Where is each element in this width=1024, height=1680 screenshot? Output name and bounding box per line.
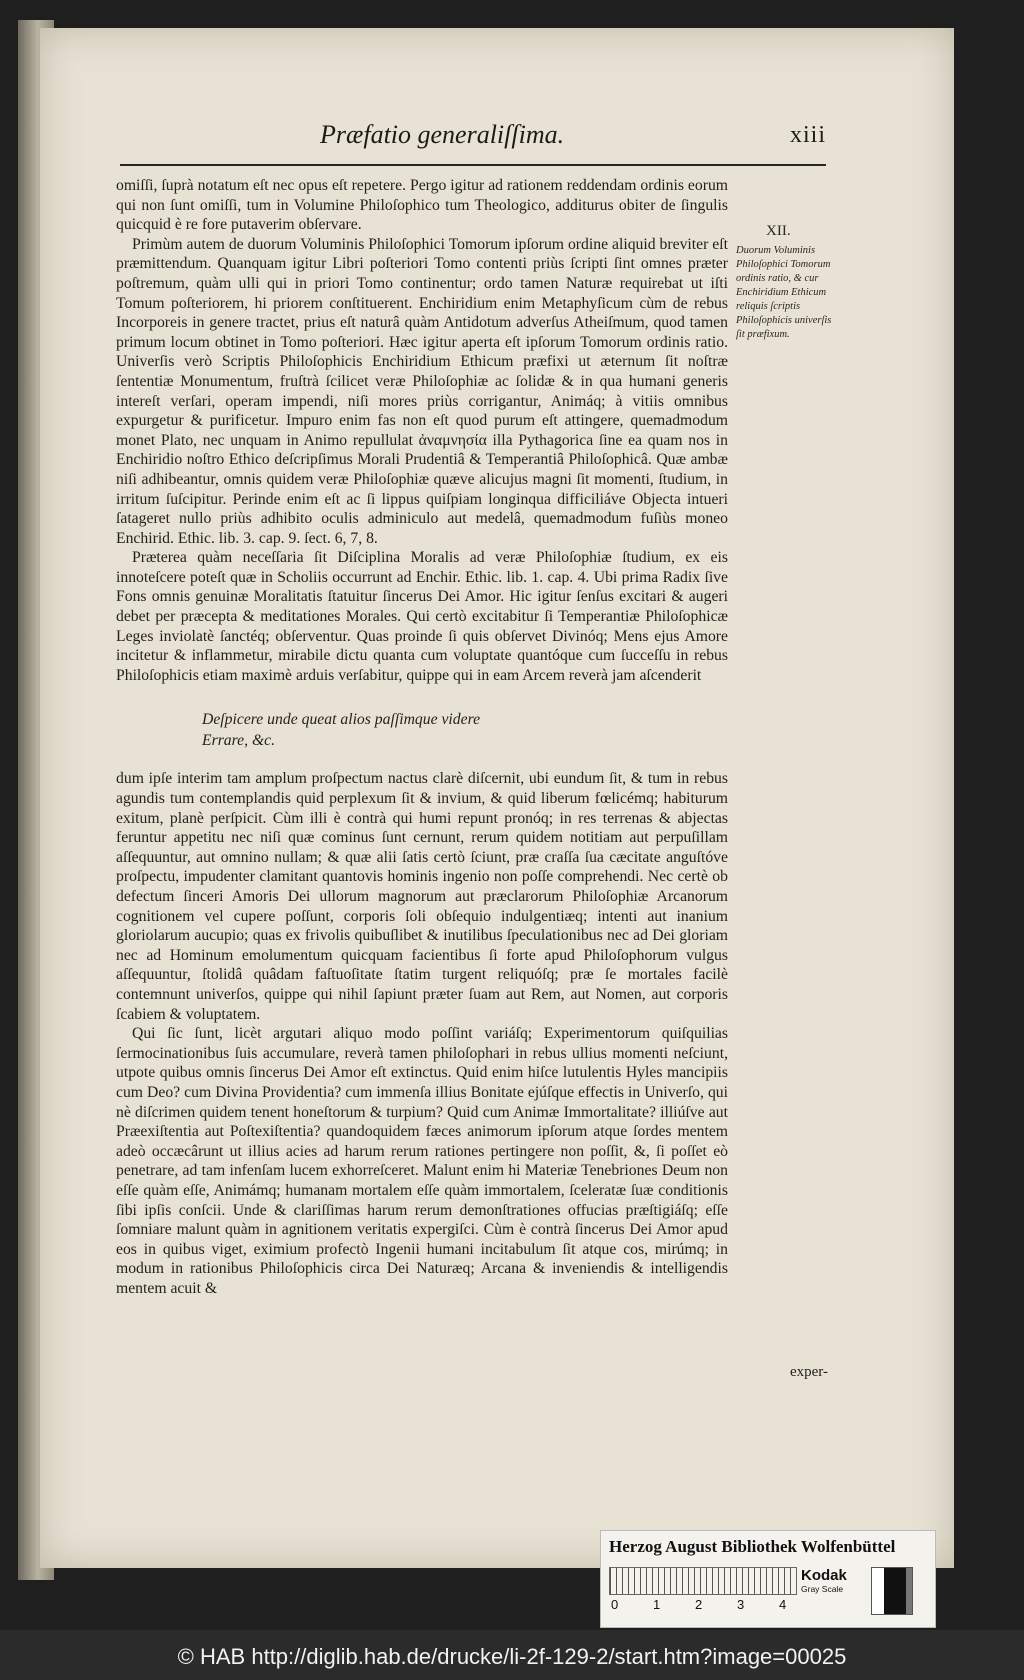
- paragraph: Præterea quàm neceſſaria ſit Diſciplina Moralis ad veræ Philoſophiæ ſtudium, ex eis innoteſcere poteſt quæ in Scholiis occurrunt ad Enchir. Ethic. lib. 1. cap. 4. Ubi prima Radix ſive Fons omnis genuinæ Moralitatis ſtatuitur ſincerus Dei Amor. Hic igitur ſenſus excitari & augeri debet per præcepta & meditationes Morales. Qui certò excitabitur ſi Temperantiæ Philoſophicæ Leges inviolatè ſanctéq; obſerventur. Quas proinde ſi quis obſervet Divinóq; Mens ejus Amore incitetur & inflammetur, mirabile dictu quanta cum voluptate quantóque cum ſucceſſu in rebus Philoſophicis etiam maximè arduis verſabitur, quippe qui in eam Arcem reverà jam aſcenderit: [116, 549, 728, 684]
- ruler-number: 2: [695, 1597, 703, 1612]
- kodak-brand: Kodak: [801, 1567, 847, 1584]
- quote-line: Errare, &c.: [202, 732, 276, 750]
- header-rule: [120, 164, 826, 166]
- gray-scale-patch: [871, 1567, 913, 1615]
- quote-line: Deſpicere unde queat alios paſſimque videre: [202, 711, 481, 729]
- page-number: xiii: [789, 122, 826, 148]
- color-calibration-card: [600, 1530, 936, 1628]
- verse-quote: [202, 709, 728, 751]
- paragraph: Primùm autem de duorum Voluminis Philoſophici Tomorum ipſorum ordine aliquid breviter eſt præmittendum. Quanquam igitur Libri poſteriori Tomo contenti priùs ſcripti ſint omnes præter poſtremum, quàm ulli qui in priori Tomo continentur; ordo tamen Naturæ requirebat ut iſti Tomum poſteriorem, hi priorem conſtituerent. Enchiridium enim Metaphyſicum cùm de rebus Incorporeis in genere tractet, prius eſt naturâ quàm Antidotum adverſus Atheiſmum, quod tamen primum locum obtinet in Tomo poſteriori. Hæc igitur aperta eſt ipſorum Tomorum ordinis ratio. Univerſis verò Scriptis Philoſophicis Enchiridium Ethicum præfixi ut æternum ſit noſtræ ſententiæ Monumentum, fruſtrà ſcilicet veræ Philoſophiæ ac ſolidæ & in qua humani generis intereſt verſari, operam impendi, niſi mores priùs corrigantur, Animáq; à vitiis omnibus expurgetur & purificetur. Impuro enim fas non eſt quod purum eſt attingere, quemadmodum monet Plato, nec unquam in Animo repullulat ἀναμνησία illa Pythagorica ſine ea quam nos in Enchiridio noſtro Ethico deſcripſimus Morali Prudentiâ & Temperantiâ Philoſophicâ. Quæ ambæ niſi adhibeantur, omnis quidem veræ Philoſophiæ quæve alicujus magni ſit momenti, ſtudium, in irritum ſuſcipitur. Perinde enim eſt ac ſi lippus quiſpiam longinqua difficiliáve Objecta intueri ſatageret nullo priùs adhibito oculis adminiculo aut medelâ, quemadmodum fuſiùs moneo Enchirid. Ethic. lib. 3. cap. 9. ſect. 6, 7, 8.: [116, 235, 728, 547]
- marginal-note-text: Duorum Voluminis Philoſophici Tomorum ordinis ratio, & cur Enchiridium Ethicum reliquis ſcriptis Philoſophicis univerſis ſit præfixum.: [736, 245, 832, 340]
- marginal-note: [736, 224, 832, 342]
- ruler-scale: [609, 1567, 797, 1595]
- running-title: Præfatio generaliſſima.: [320, 120, 565, 149]
- paragraph: Qui ſic ſunt, licèt argutari aliquo modo poſſint variáſq; Experimentorum quiſquilias ſermocinationibus ſuis accumulare, reverà tamen philoſophari in rebus ullius momenti neſciunt, utpote quibus omnis ſincerus Dei Amor eſt extinctus. Quid enim hiſce lutulentis Hyles mancipiis cum Deo? cum Divina Providentia? cum immenſa illius Bonitate ejúſque effectis in Univerſo, qui nè diſcrimen quidem tenent honeſtorum & turpium? Quid cum Animæ Immortalitate? illiúſve aut Præexiſtentia aut Poſtexiſtentia? quandoquidem fæces animorum ipſorum atque ſordes mentem adeò occæcârunt ut illius acies ad harum rerum rationes pertingere non poſſit, &, ſi poſſet eò penetrare, ad tam infenſam lucem exhorreſceret. Malunt enim hi Materiæ Tenebriones Deum non eſſe quàm eſſe, Animámq; humanam mortalem eſſe quàm immortalem, ſceleratæ ſuæ conditionis ſibi ipſis conſcii. Unde & clariſſimas harum rerum demonſtrationes offucias præſtigiáſq; eſſe ſomniare malunt quàm in agnitionem veritatis expergiſci. Cùm è contrà ſincerus Dei Amor apud eos in quibus viget, eximium profectò Ingenii humani incitabulum ſit atque cos, mirúmq; in modum in rationibus Philoſophicis circa Dei Naturæq; Arcana & inveniendis & intelligendis mentem acuit &: [116, 1025, 728, 1297]
- kodak-label: [801, 1567, 863, 1609]
- copyright-url: © HAB http://diglib.hab.de/drucke/li-2f-129-2/start.htm?image=00025: [177, 1644, 847, 1669]
- library-name: Herzog August Bibliothek Wolfenbüttel: [609, 1537, 896, 1556]
- ruler-number: 0: [611, 1597, 619, 1612]
- kodak-subtitle: Gray Scale: [801, 1584, 844, 1594]
- catchword: exper-: [789, 1364, 828, 1380]
- paragraph: omiſſi, ſuprà notatum eſt nec opus eſt repetere. Pergo igitur ad rationem reddendam ordinis eorum qui non ſunt omiſſi, tum in Volumine Philoſophico tum Theologico, additurus obiter de ſingulis quicquid è re fore putaverim obſervare.: [116, 177, 728, 234]
- section-number: XII.: [766, 223, 791, 239]
- ruler-number: 1: [653, 1597, 661, 1612]
- footer-bar: [0, 1634, 1024, 1680]
- paragraph: dum ipſe interim tam amplum proſpectum nactus clarè diſcernit, ubi eundum ſit, & tum in rebus agundis tum contemplandis quid perplexum ſit & invium, & quid liberum fœlicémq; habiturum exitum, planè perſpicit. Cùm illi è contrà qui humi repunt pronóq; in res terrenas & abjectas feruntur appetitu nec niſi quæ cominus ſunt cernunt, rerum quidem notitiam aut perpuſillam aſſequuntur, aut omnino nullam; & quæ alii ſatis certò ſciunt, præ craſſa ſua cæcitate anguſtóve proſpectu, impudenter clamitant quantovis hominis ingenio non poſſe comprehendi. Nec certè ob defectum ſinceri Amoris Dei ullorum magnorum aut præclarorum Philoſophiæ Arcanorum cognitionem vel cupere poſſunt, corporis ſoli obſequio indulgentiæq; intenti aut inanium gloriolarum aucupio; quas ex frivolis quibuſlibet & inutilibus ſpeculationibus nec ad Dei gloriam nec ad Hominum emolumentum quicquam facientibus ſi forte apud Philoſophorum vulgus aſſequuntur, ſtolidâ quâdam faſtuoſitate ſtatim turgent reliquóſq; præ ſe mortales facilè contemnunt univerſos, quippe qui nihil ſapiunt præter ſuam aut Rem, aut Nomen, aut corporis ſcabiem & voluptatem.: [116, 770, 728, 1023]
- main-text: [116, 176, 728, 1298]
- ruler-number: 4: [779, 1597, 787, 1612]
- running-header: [120, 110, 826, 166]
- ruler-number: 3: [737, 1597, 745, 1612]
